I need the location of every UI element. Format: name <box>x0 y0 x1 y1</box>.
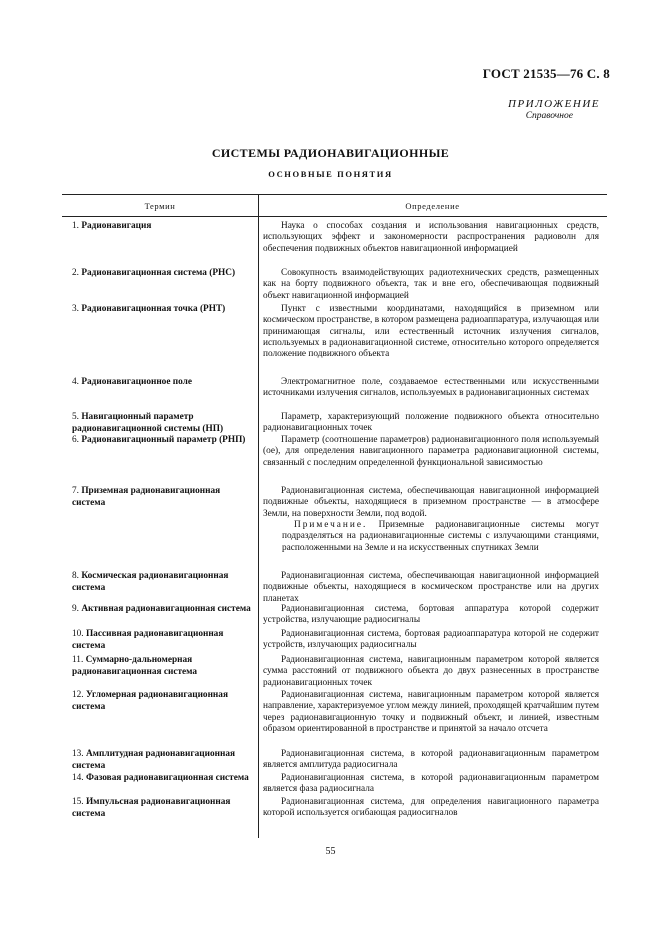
term-number: 13. <box>72 749 84 759</box>
term-cell <box>72 304 254 316</box>
term-text: Активная радионавигационная система <box>81 604 251 614</box>
term-text: Космическая радионавигационная система <box>72 571 229 593</box>
document-code: ГОСТ 21535—76 С. 8 <box>482 66 610 81</box>
term-cell <box>72 435 254 447</box>
term-cell <box>72 221 254 233</box>
definition-cell: Совокупность взаимодействующих радиотехнических средств, размещенных как на борту подвижного объекта, так и вне его, обеспечивающая подвижный объект навигационной информацией <box>263 268 599 301</box>
appendix-label: ПРИЛОЖЕНИЕ <box>508 98 600 110</box>
term-cell <box>72 412 254 435</box>
table-column-divider <box>258 194 259 838</box>
term-number: 7. <box>72 486 79 496</box>
term-number: 3. <box>72 304 79 314</box>
definition-cell: Пункт с известными координатами, находящийся в приземном или космическом пространстве, в котором размещена радиоаппаратура, излучающая или принимающая сигналы, или естественный источник излучения сигналов, используемых в радионавигационной системе, относительно которого определяется положение подвижного объекта <box>263 304 599 360</box>
term-text: Навигационный параметр радионавигационной системы (НП) <box>72 412 224 434</box>
term-cell <box>72 486 254 509</box>
term-number: 2. <box>72 268 79 278</box>
definition-cell: Радионавигационная система, бортовая радиоаппаратура которой не содержит устройств, излучающих радиосигналы <box>263 629 599 651</box>
term-cell <box>72 571 254 594</box>
definition-cell: Радионавигационная система, бортовая аппаратура которой содержит устройства, излучающие радиосигналы <box>263 604 599 626</box>
term-number: 14. <box>72 773 84 783</box>
term-number: 9. <box>72 604 79 614</box>
term-cell <box>72 268 254 280</box>
term-text: Суммарно-дальномерная радионавигационная система <box>72 655 198 677</box>
table-top-rule <box>62 194 607 195</box>
term-text: Приземная радионавигационная система <box>72 486 221 508</box>
definition-note <box>282 520 599 554</box>
term-cell <box>72 604 254 616</box>
term-text: Пассивная радионавигационная система <box>72 629 224 651</box>
term-number: 4. <box>72 377 79 387</box>
definition-cell: Радионавигационная система, в которой радионавигационным параметром является фаза радиосигнала <box>263 773 599 795</box>
term-text: Фазовая радионавигационная система <box>85 773 249 783</box>
term-number: 10. <box>72 629 84 639</box>
term-text: Радионавигация <box>81 221 152 231</box>
definition-cell: Параметр (соотношение параметров) радионавигационного поля используемый (ое), для определения навигационного параметра радионавигационной системы, связанный с последним определенной функциональной зависимостью <box>263 435 599 468</box>
term-cell <box>72 797 254 820</box>
term-cell <box>72 655 254 678</box>
appendix-sublabel: Справочное <box>525 111 573 121</box>
definition-cell: Радионавигационная система, обеспечивающая навигационной информацией подвижные объекты, находящиеся в приземном пространстве — в атмосфере Земли, на поверхности Земли, под водой. <box>263 486 599 519</box>
page-title: СИСТЕМЫ РАДИОНАВИГАЦИОННЫЕ <box>211 146 450 160</box>
definition-cell: Радионавигационная система, навигационным параметром которой является направление, характеризуемое углом между линией, проходящей кратчайшим путем через радионавигационную точку и подвижный объект, и линией, известным образом ориентированной в пространстве и принятой за начало отсчета <box>263 690 599 734</box>
column-header-term: Термин <box>144 201 176 211</box>
term-text: Угломерная радионавигационная система <box>72 690 228 712</box>
term-number: 1. <box>72 221 79 231</box>
term-number: 11. <box>72 655 84 665</box>
definition-cell: Электромагнитное поле, создаваемое естественными или искусственными источниками излучения сигналов, используемых в радионавигационных системах <box>263 377 599 399</box>
definition-cell: Радионавигационная система, обеспечивающая навигационной информацией подвижные объекты, находящиеся в космическом пространстве или на других планетах <box>263 571 599 604</box>
column-header-definition: Определение <box>405 201 460 211</box>
term-number: 12. <box>72 690 84 700</box>
note-label: Примечание. <box>294 520 368 530</box>
page-number: 55 <box>325 846 336 857</box>
term-number: 6. <box>72 435 79 445</box>
term-cell <box>72 773 254 785</box>
term-text: Радионавигационная система (РНС) <box>81 268 236 278</box>
term-number: 15. <box>72 797 84 807</box>
term-text: Радионавигационное поле <box>81 377 192 387</box>
definition-cell: Наука о способах создания и использования навигационных средств, использующих эффект и закономерности распространения радиоволн для обеспечения подвижных объектов навигационной информацией <box>263 221 599 254</box>
term-text: Радионавигационная точка (РНТ) <box>81 304 226 314</box>
definition-cell: Радионавигационная система, для определения навигационного параметра которой используется огибающая радиосигналов <box>263 797 599 819</box>
definition-cell: Радионавигационная система, навигационным параметром которой является сумма расстояний от подвижного объекта до двух разнесенных в пространстве радионавигационных точек <box>263 655 599 688</box>
term-number: 5. <box>72 412 79 422</box>
definition-cell: Радионавигационная система, в которой радионавигационным параметром является амплитуда радиосигнала <box>263 749 599 771</box>
definition-cell: Параметр, характеризующий положение подвижного объекта относительно радионавигационных точек <box>263 412 599 434</box>
term-cell <box>72 629 254 652</box>
term-cell <box>72 690 254 713</box>
note-text: Приземные радионавигационные системы могут подразделяться на радионавигационные системы с излучающими станциями, расположенными на Земле и на искусственных спутниках Земли <box>282 520 599 553</box>
term-text: Импульсная радионавигационная система <box>72 797 231 819</box>
page-subtitle: ОСНОВНЫЕ ПОНЯТИЯ <box>268 169 393 179</box>
table-header-rule <box>62 216 607 217</box>
term-text: Радионавигационный параметр (РНП) <box>81 435 246 445</box>
term-cell <box>72 377 254 389</box>
term-number: 8. <box>72 571 79 581</box>
term-cell <box>72 749 254 772</box>
term-text: Амплитудная радионавигационная система <box>72 749 236 771</box>
